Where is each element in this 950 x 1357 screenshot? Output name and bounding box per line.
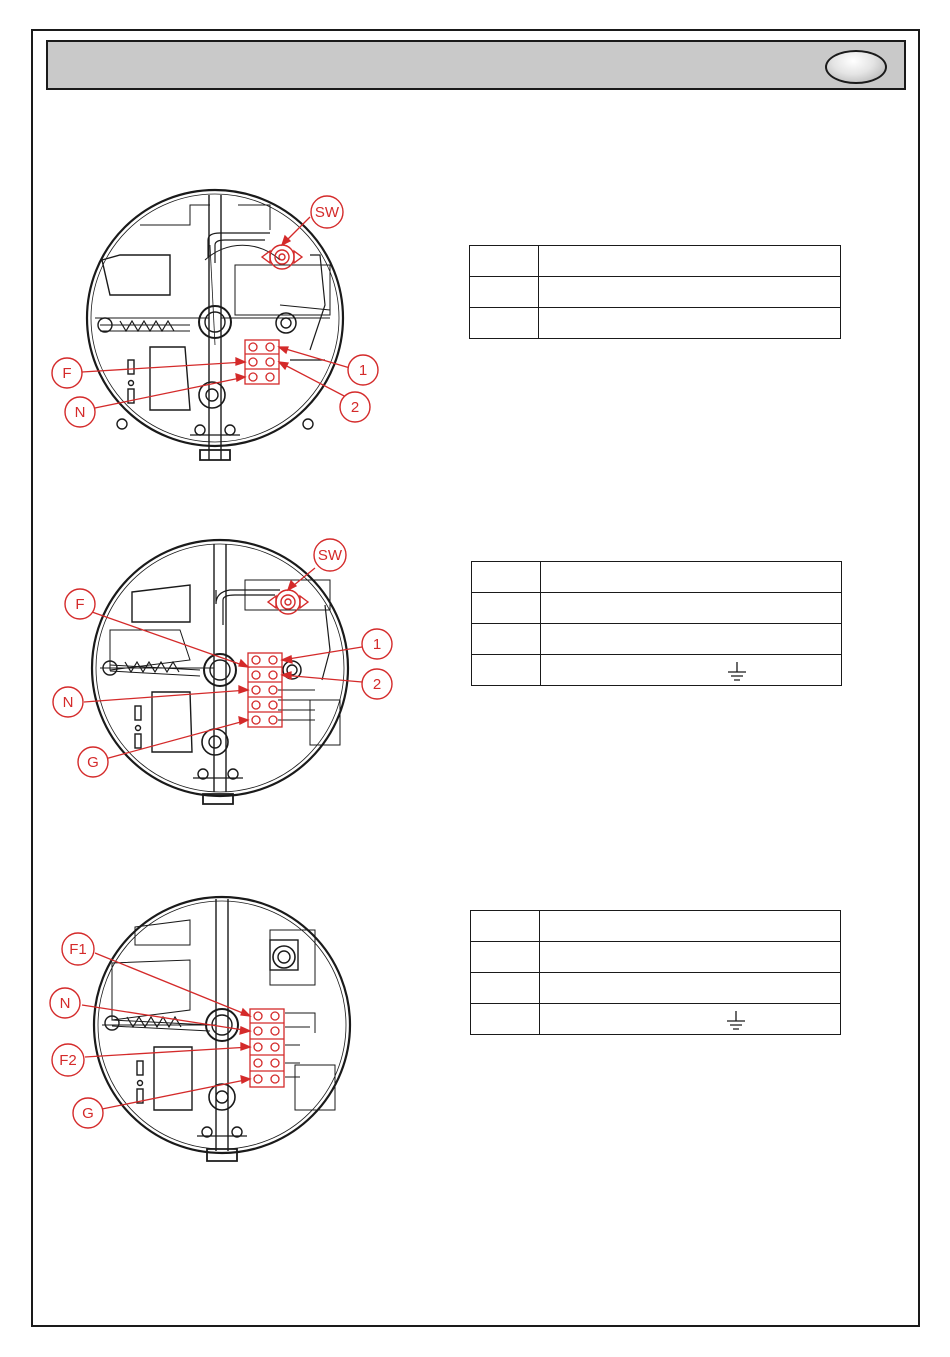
callout-sw: SW (317, 547, 343, 564)
callout-1: 1 (358, 362, 368, 379)
earth-ground-icon (726, 660, 748, 684)
wiring-diagram-3 (40, 885, 440, 1175)
earth-ground-icon (725, 1009, 747, 1033)
table-row (472, 593, 842, 624)
callout-f1: F1 (69, 941, 87, 958)
callout-n: N (59, 995, 71, 1012)
terminal-block (248, 653, 282, 727)
callout-f2: F2 (59, 1052, 77, 1069)
callout-2: 2 (350, 399, 360, 416)
table-row (471, 1004, 841, 1035)
wiring-diagram-2 (40, 530, 440, 820)
table-row (471, 973, 841, 1004)
wiring-table-1 (469, 245, 841, 339)
table-row (472, 655, 842, 686)
terminal-block (245, 340, 279, 384)
callout-f: F (75, 596, 85, 613)
table-row (471, 942, 841, 973)
table-row (470, 246, 841, 277)
header-pill-icon (825, 50, 887, 84)
callout-g: G (82, 1105, 94, 1122)
table-row (472, 562, 842, 593)
table-row (470, 277, 841, 308)
wiring-table-3 (470, 910, 841, 1035)
table-row (471, 911, 841, 942)
callout-f: F (62, 365, 72, 382)
callout-sw: SW (314, 204, 340, 221)
callout-g: G (87, 754, 99, 771)
callout-2: 2 (372, 676, 382, 693)
header-bar (46, 40, 906, 90)
table-row (470, 308, 841, 339)
table-row (472, 624, 842, 655)
terminal-block (250, 1009, 284, 1087)
wiring-diagram-1 (40, 185, 440, 475)
callout-n: N (74, 404, 86, 421)
callout-1: 1 (372, 636, 382, 653)
wiring-table-2 (471, 561, 842, 686)
callout-n: N (62, 694, 74, 711)
